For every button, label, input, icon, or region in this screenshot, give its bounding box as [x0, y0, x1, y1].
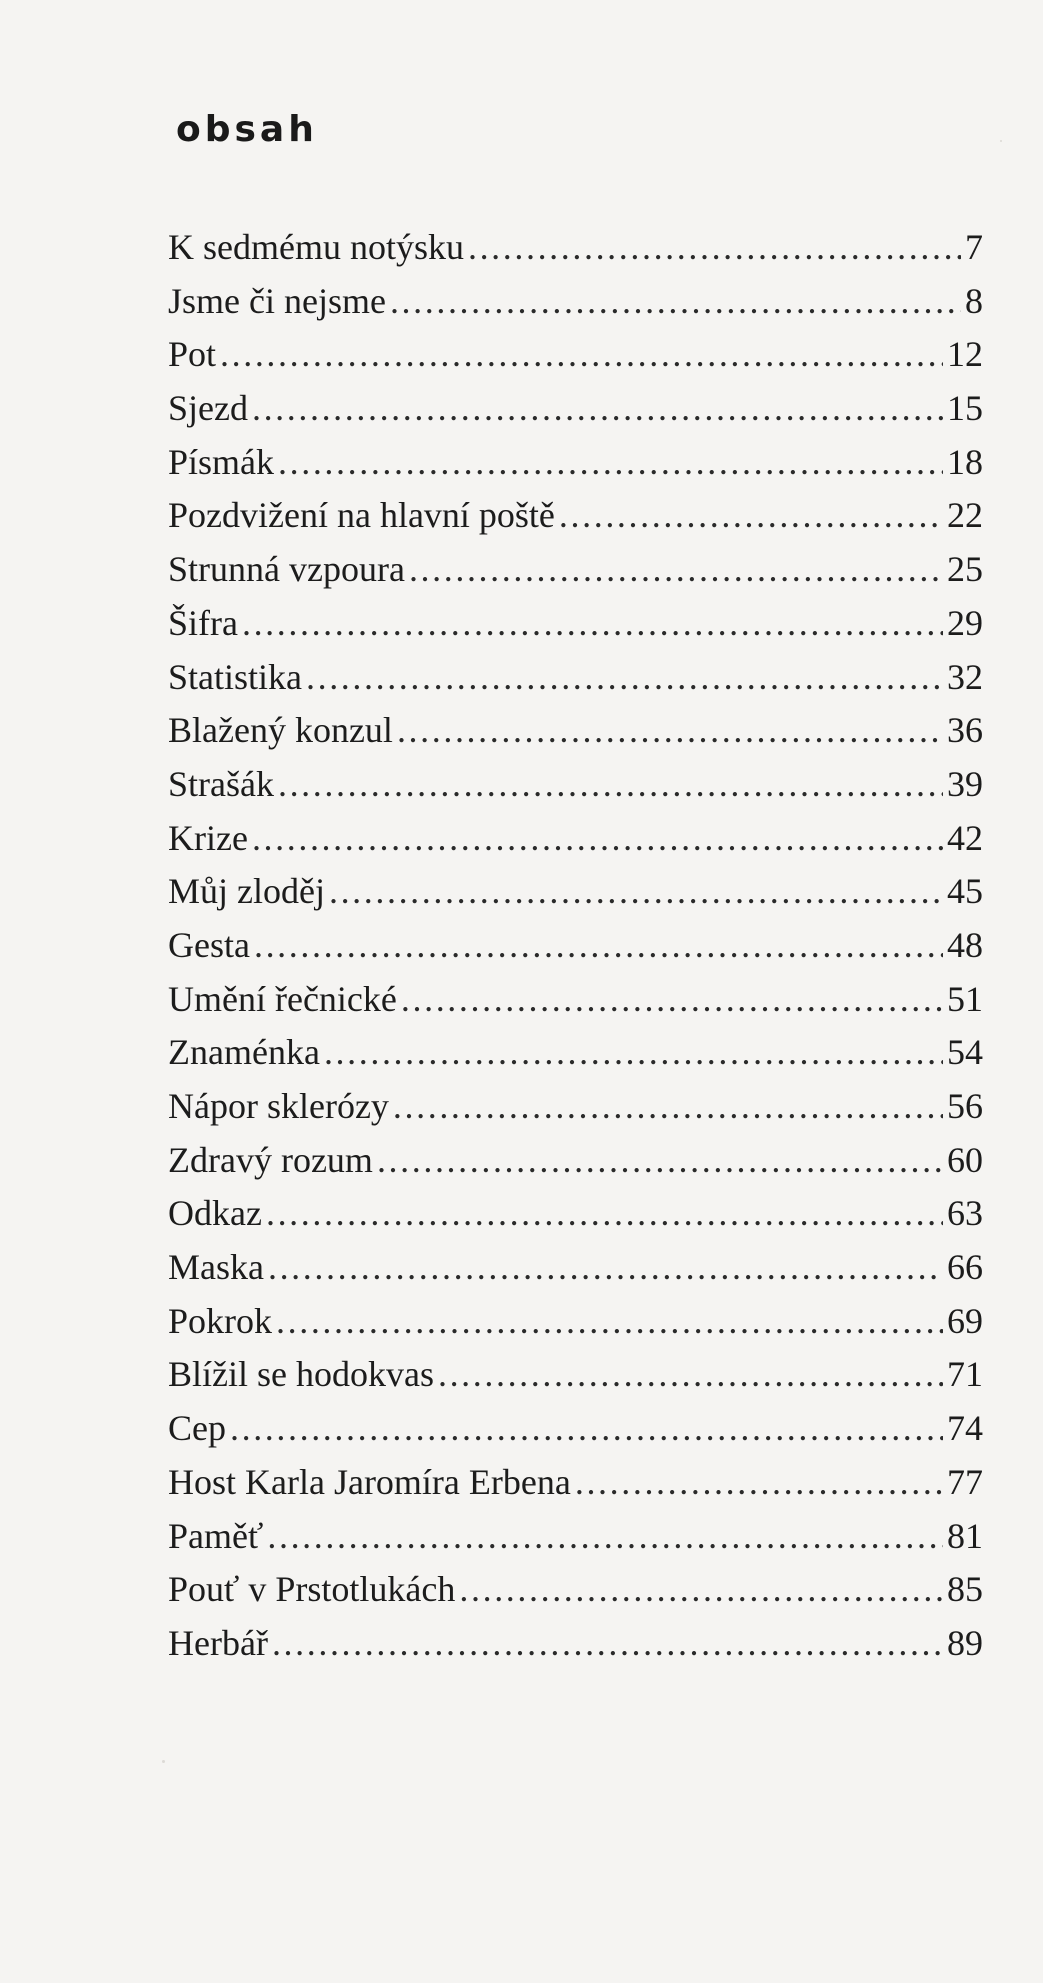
toc-entry	[168, 1353, 983, 1407]
toc-entry-title: Host Karla Jaromíra Erbena	[168, 1461, 571, 1502]
toc-entry-page-number: 85	[947, 1569, 983, 1610]
dot-leader	[324, 1031, 943, 1073]
toc-entry	[168, 1085, 983, 1139]
dot-leader	[278, 763, 943, 805]
toc-entry-page-number: 51	[947, 978, 983, 1019]
dot-leader	[267, 1515, 943, 1557]
toc-entry	[168, 1407, 983, 1461]
toc-entry-title: Paměť	[168, 1515, 264, 1556]
toc-entry-page-number: 39	[947, 763, 983, 804]
toc-entry-title: Pozdvižení na hlavní poště	[168, 495, 555, 536]
toc-entry	[168, 226, 983, 280]
dot-leader	[278, 441, 943, 483]
toc-entry-title: Zdravý rozum	[168, 1139, 373, 1180]
toc-entry	[168, 978, 983, 1032]
toc-entry-title: Pokrok	[168, 1300, 273, 1341]
toc-entry-page-number: 63	[947, 1193, 983, 1234]
toc-entry	[168, 1461, 983, 1515]
toc-entry	[168, 387, 983, 441]
toc-entry-title: Nápor sklerózy	[168, 1086, 389, 1126]
toc-entry-title: Jsme či nejsme	[168, 280, 386, 321]
toc-entry-page-number: 22	[947, 495, 983, 536]
dot-leader	[575, 1461, 943, 1503]
dot-leader	[390, 280, 961, 322]
toc-entry-title: Krize	[168, 817, 248, 858]
toc-entry-page-number: 54	[947, 1032, 983, 1073]
toc-entry-title: Strunná vzpoura	[168, 549, 405, 590]
toc-entry-title: Strašák	[168, 763, 274, 804]
toc-entry-title: Pot	[168, 334, 217, 375]
dot-leader	[393, 1085, 943, 1127]
toc-entry-page-number: 29	[947, 602, 983, 643]
toc-entry	[168, 602, 983, 656]
dot-leader	[459, 1568, 943, 1610]
dot-leader	[254, 924, 943, 966]
dot-leader	[268, 1246, 943, 1288]
dot-leader	[276, 1300, 943, 1342]
dot-leader	[329, 870, 943, 912]
toc-entry-title: Můj zloděj	[168, 871, 325, 912]
dot-leader	[397, 709, 943, 751]
dot-leader	[252, 387, 943, 429]
table-of-contents	[168, 226, 983, 1676]
toc-entry-page-number: 71	[947, 1354, 983, 1395]
toc-entry-title: K sedmému notýsku	[168, 227, 464, 267]
toc-entry-title: Cep	[168, 1408, 226, 1449]
toc-entry	[168, 1246, 983, 1300]
toc-entry	[168, 870, 983, 924]
toc-entry-page-number: 18	[947, 441, 983, 482]
toc-entry	[168, 763, 983, 817]
toc-entry	[168, 1568, 983, 1622]
toc-entry-page-number: 25	[947, 549, 983, 590]
dot-leader	[306, 656, 943, 698]
dot-leader	[242, 602, 943, 644]
toc-entry-page-number: 66	[947, 1247, 983, 1288]
dot-leader	[252, 817, 943, 859]
toc-entry-page-number: 45	[947, 871, 983, 912]
toc-entry-page-number: 69	[947, 1300, 983, 1341]
toc-entry	[168, 333, 983, 387]
dot-leader	[272, 1622, 943, 1664]
toc-entry	[168, 548, 983, 602]
toc-entry-title: Maska	[168, 1247, 264, 1288]
toc-entry-title: Odkaz	[168, 1193, 262, 1234]
toc-entry-page-number: 36	[947, 710, 983, 751]
toc-entry-title: Sjezd	[168, 388, 248, 429]
dot-leader	[401, 978, 943, 1020]
dot-leader	[409, 548, 943, 590]
toc-entry-title: Gesta	[168, 924, 250, 965]
toc-entry-page-number: 60	[947, 1139, 983, 1180]
toc-entry	[168, 1300, 983, 1354]
dot-leader	[468, 226, 961, 268]
toc-entry	[168, 1515, 983, 1569]
dot-leader	[266, 1192, 943, 1234]
toc-entry	[168, 924, 983, 978]
toc-entry-page-number: 48	[947, 924, 983, 965]
toc-entry-page-number: 7	[965, 227, 983, 267]
toc-entry-title: Statistika	[168, 656, 302, 697]
toc-entry-page-number: 77	[947, 1461, 983, 1502]
toc-entry-page-number: 42	[947, 817, 983, 858]
dot-leader	[559, 494, 943, 536]
toc-entry	[168, 494, 983, 548]
toc-entry	[168, 1622, 983, 1676]
page-title: obsah	[176, 109, 318, 150]
toc-entry-title: Umění řečnické	[168, 978, 397, 1019]
toc-entry-page-number: 8	[965, 280, 983, 321]
toc-entry	[168, 441, 983, 495]
toc-entry-page-number: 74	[947, 1408, 983, 1449]
dot-leader	[438, 1353, 943, 1395]
dot-leader	[230, 1407, 943, 1449]
dot-leader	[377, 1139, 943, 1181]
paper-speck	[1000, 140, 1002, 142]
toc-entry-title: Šifra	[168, 602, 238, 643]
toc-entry-page-number: 81	[947, 1515, 983, 1556]
toc-entry	[168, 1031, 983, 1085]
toc-entry-page-number: 12	[947, 334, 983, 375]
toc-entry-page-number: 32	[947, 656, 983, 697]
toc-entry	[168, 817, 983, 871]
dot-leader	[220, 333, 943, 375]
toc-entry	[168, 709, 983, 763]
toc-entry-title: Blažený konzul	[168, 710, 393, 751]
toc-entry-page-number: 89	[947, 1622, 983, 1663]
toc-entry	[168, 1192, 983, 1246]
toc-entry-title: Znaménka	[168, 1032, 320, 1073]
toc-entry-title: Pouť v Prstotlukách	[168, 1569, 456, 1610]
toc-entry-title: Herbář	[168, 1622, 268, 1663]
paper-speck	[162, 1760, 165, 1763]
toc-entry	[168, 280, 983, 334]
toc-entry-title: Písmák	[168, 441, 275, 482]
toc-entry-page-number: 56	[947, 1086, 983, 1126]
toc-entry-page-number: 15	[947, 388, 983, 429]
toc-entry	[168, 1139, 983, 1193]
toc-entry-title: Blížil se hodokvas	[168, 1354, 434, 1395]
toc-entry	[168, 656, 983, 710]
